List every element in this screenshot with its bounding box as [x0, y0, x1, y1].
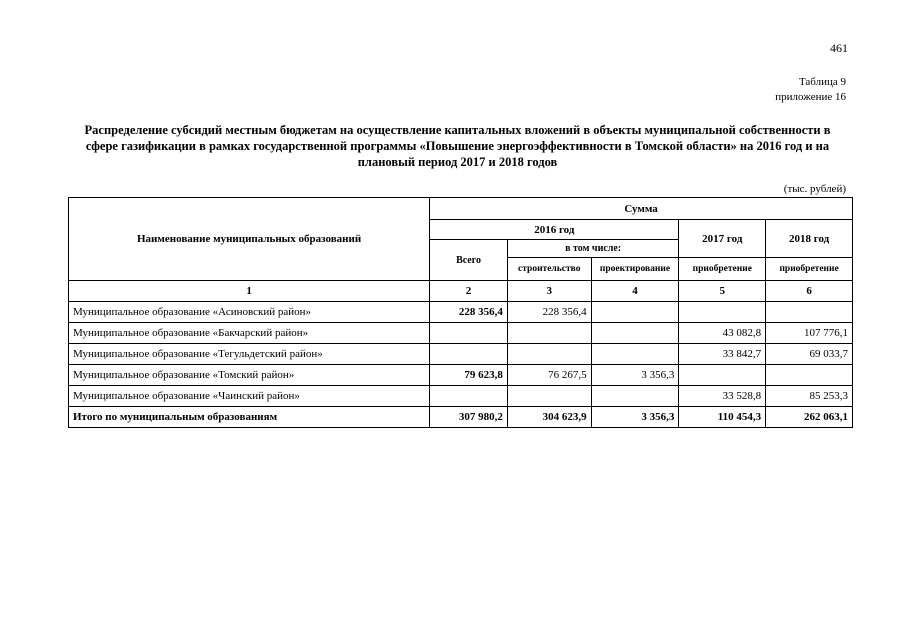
- construction-cell: 304 623,9: [507, 407, 591, 428]
- subsidy-table: [68, 197, 853, 428]
- header-total: Всего: [430, 240, 508, 281]
- year-2017-cell: [679, 302, 766, 323]
- header-2017: 2017 год: [679, 220, 766, 258]
- design-cell: [591, 323, 679, 344]
- table-label: Таблица 9: [798, 76, 846, 88]
- total-2016-cell: [430, 386, 508, 407]
- header-design: проектирование: [591, 258, 679, 281]
- construction-cell: [507, 386, 591, 407]
- municipality-name: Муниципальное образование «Томский район»: [69, 365, 430, 386]
- column-index: 6: [766, 281, 853, 302]
- year-2018-cell: 107 776,1: [766, 323, 853, 344]
- construction-cell: [507, 344, 591, 365]
- year-2018-cell: [766, 365, 853, 386]
- header-name: Наименование муниципальных образований: [69, 198, 430, 281]
- year-2017-cell: 43 082,8: [679, 323, 766, 344]
- design-cell: [591, 386, 679, 407]
- year-2017-cell: 33 842,7: [679, 344, 766, 365]
- table-row: [69, 365, 853, 386]
- units-label: (тыс. рублей): [783, 183, 846, 195]
- column-index: 3: [507, 281, 591, 302]
- table-row: [69, 302, 853, 323]
- table-row: [69, 323, 853, 344]
- total-row-label: Итого по муниципальным образованиям: [69, 407, 430, 428]
- column-index: 5: [679, 281, 766, 302]
- total-2016-cell: 228 356,4: [430, 302, 508, 323]
- column-index-row: [69, 281, 853, 302]
- construction-cell: [507, 323, 591, 344]
- municipality-name: Муниципальное образование «Асиновский район»: [69, 302, 430, 323]
- column-index: 2: [430, 281, 508, 302]
- total-2016-cell: 307 980,2: [430, 407, 508, 428]
- year-2017-cell: 33 528,8: [679, 386, 766, 407]
- year-2017-cell: [679, 365, 766, 386]
- header-2016: 2016 год: [430, 220, 679, 240]
- total-2016-cell: [430, 323, 508, 344]
- year-2018-cell: 262 063,1: [766, 407, 853, 428]
- design-cell: 3 356,3: [591, 407, 679, 428]
- header-acquisition-2018: приобретение: [766, 258, 853, 281]
- design-cell: [591, 302, 679, 323]
- year-2018-cell: [766, 302, 853, 323]
- header-including: в том числе:: [507, 240, 679, 258]
- total-2016-cell: 79 623,8: [430, 365, 508, 386]
- year-2017-cell: 110 454,3: [679, 407, 766, 428]
- year-2018-cell: 69 033,7: [766, 344, 853, 365]
- design-cell: 3 356,3: [591, 365, 679, 386]
- page-number: 461: [830, 41, 848, 55]
- municipality-name: Муниципальное образование «Чаинский район»: [69, 386, 430, 407]
- total-row: [69, 407, 853, 428]
- column-index: 4: [591, 281, 679, 302]
- header-acquisition-2017: приобретение: [679, 258, 766, 281]
- municipality-name: Муниципальное образование «Тегульдетский район»: [69, 344, 430, 365]
- header-construction: строительство: [507, 258, 591, 281]
- table-row: [69, 386, 853, 407]
- header-2018: 2018 год: [766, 220, 853, 258]
- construction-cell: 76 267,5: [507, 365, 591, 386]
- total-2016-cell: [430, 344, 508, 365]
- municipality-name: Муниципальное образование «Бакчарский район»: [69, 323, 430, 344]
- appendix-label: приложение 16: [775, 91, 846, 103]
- document-title: Распределение субсидий местным бюджетам на осуществление капитальных вложений в объекты муниципальной собственности в сфере газификации в рамках государственной программы «Повышение энергоэффективности в Томской области» на 2016 год и на плановый период 2017 и 2018 годов: [84, 123, 831, 169]
- construction-cell: 228 356,4: [507, 302, 591, 323]
- column-index: 1: [69, 281, 430, 302]
- header-sum: Сумма: [430, 198, 853, 220]
- table-row: [69, 344, 853, 365]
- design-cell: [591, 344, 679, 365]
- year-2018-cell: 85 253,3: [766, 386, 853, 407]
